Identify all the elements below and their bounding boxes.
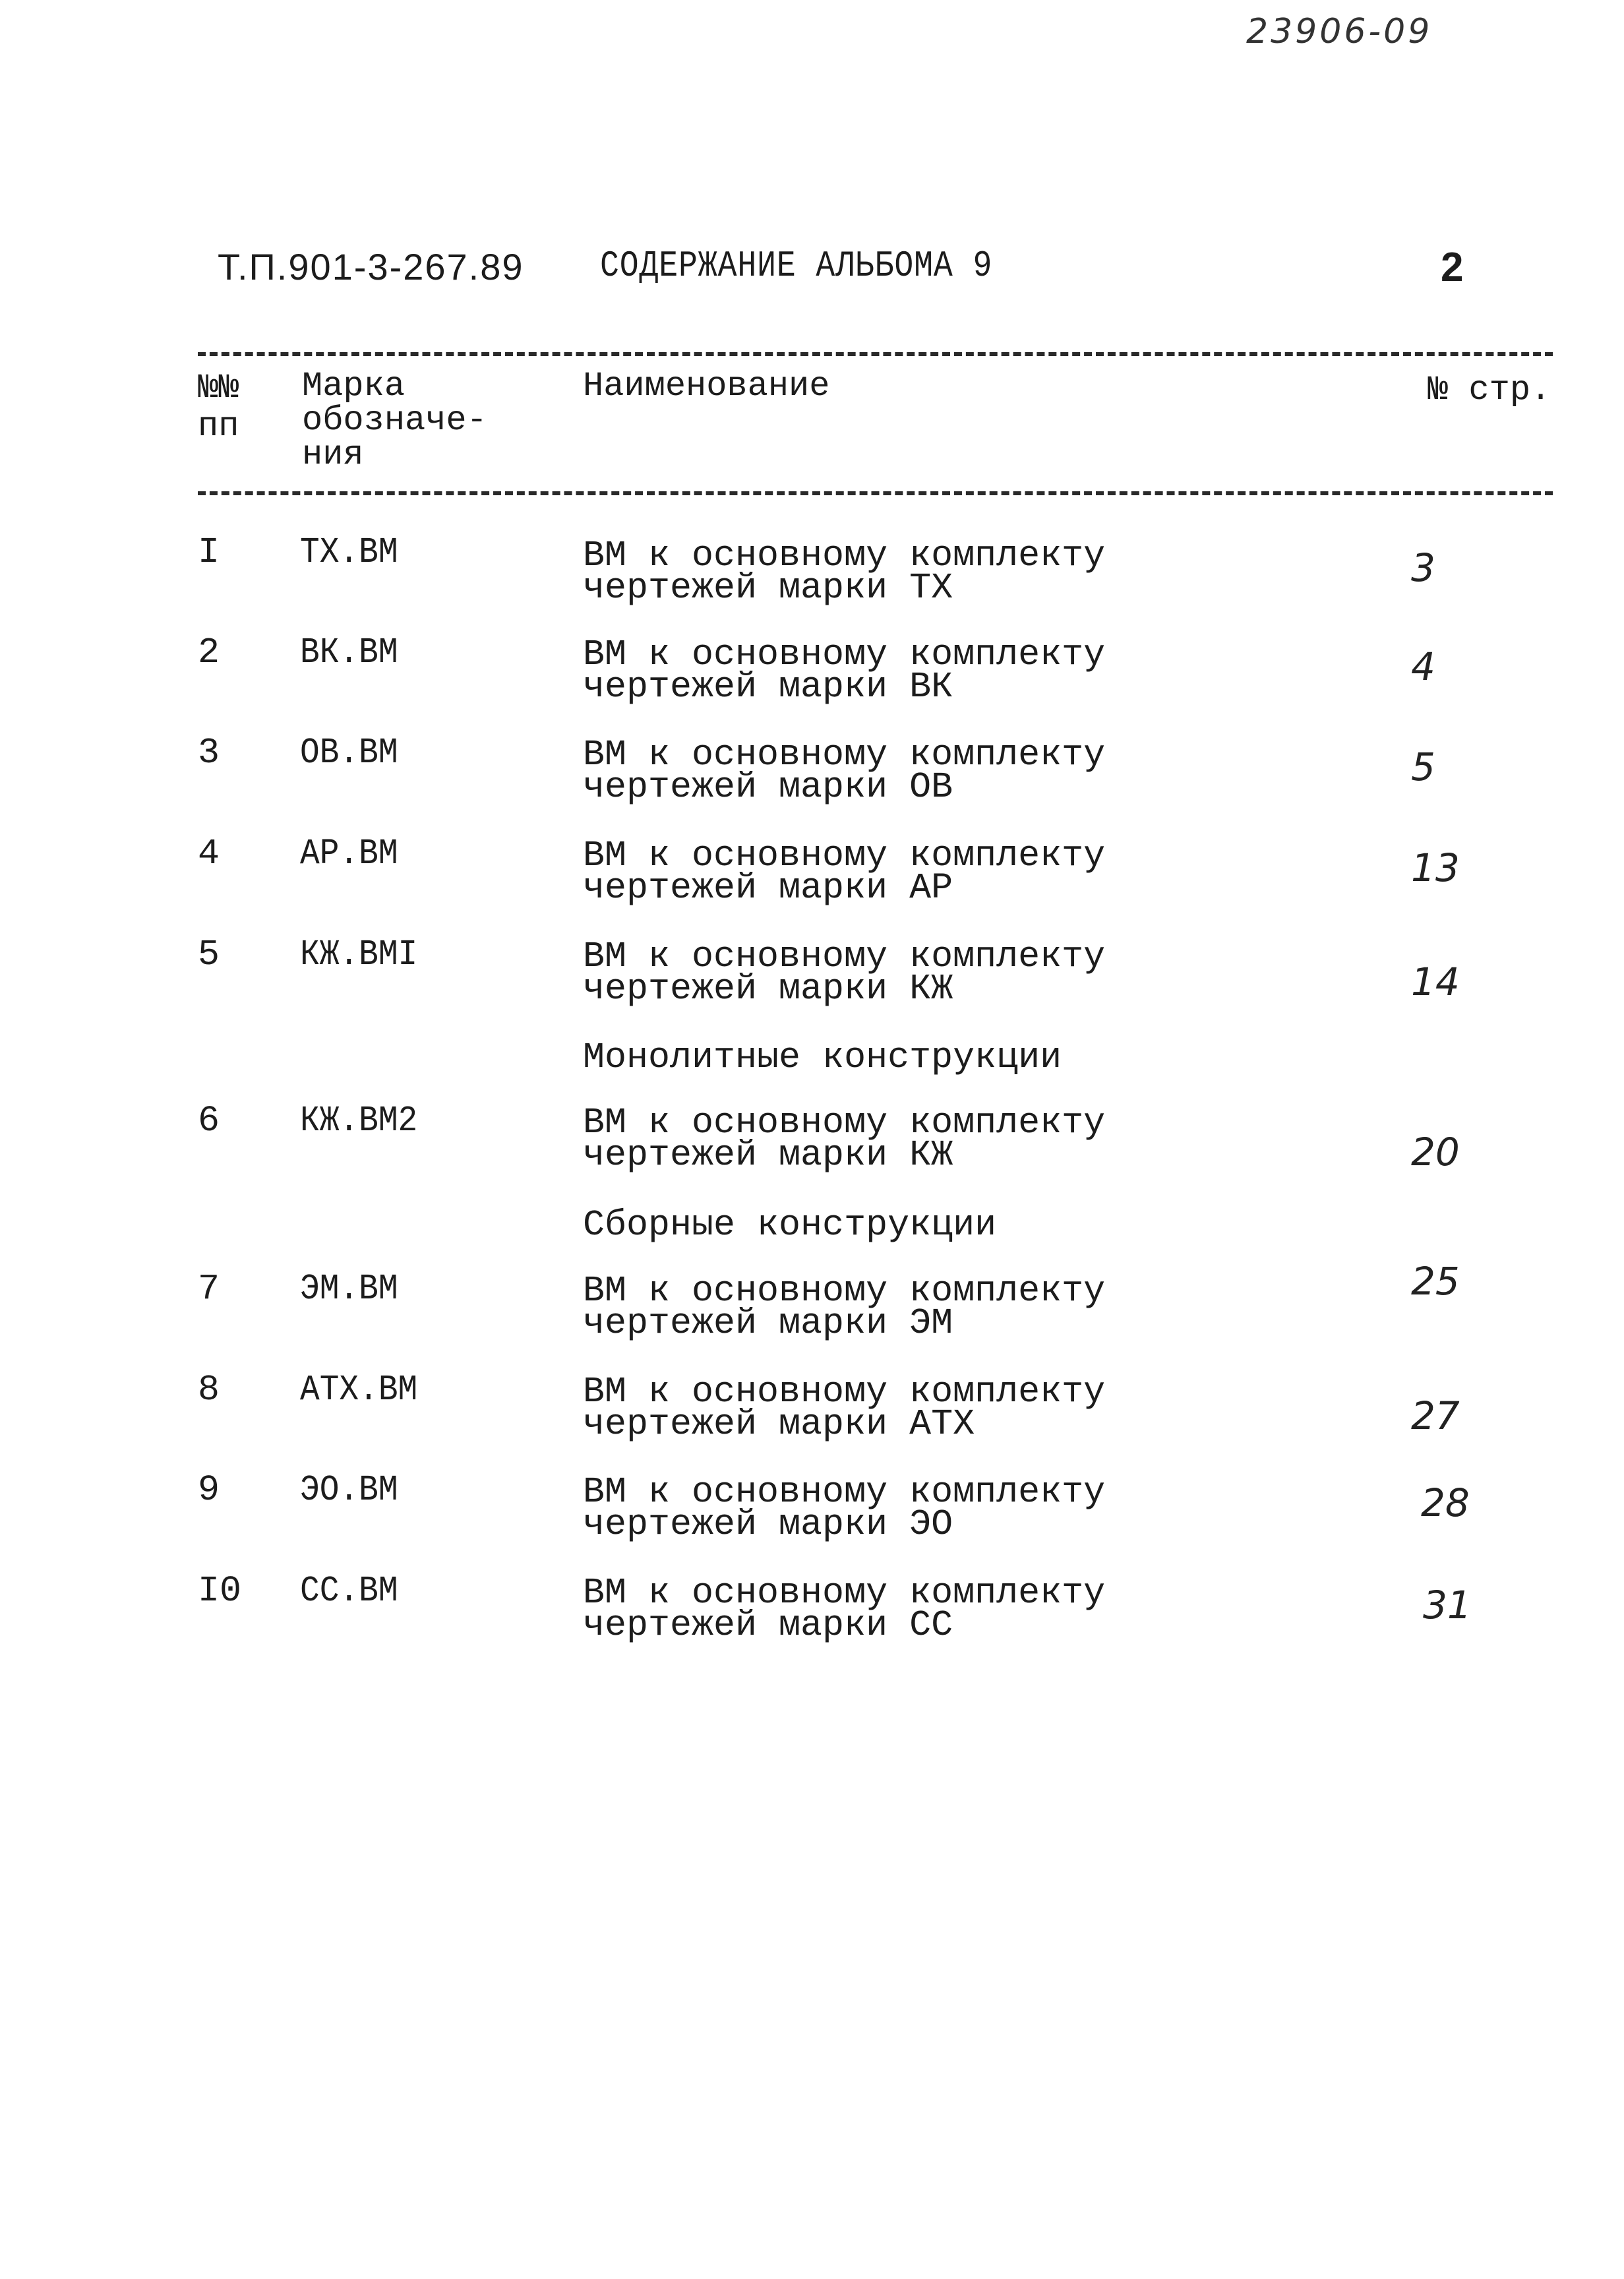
row-name	[583, 1371, 1176, 1445]
section-title-prefab: Сборные конструкции	[583, 1204, 997, 1246]
row-page: 14	[1411, 959, 1460, 1004]
row-name	[583, 835, 1176, 909]
row-mark: СС.ВМ	[300, 1570, 398, 1612]
row-name-line-1: ВМ к основному комплекту	[583, 835, 1106, 876]
row-name-line-1: ВМ к основному комплекту	[583, 936, 1106, 977]
column-header-page: № стр.	[1428, 371, 1551, 410]
row-page: 13	[1411, 845, 1460, 890]
column-header-mark-line-2: обозначе-	[302, 401, 487, 440]
row-mark: ТХ.ВМ	[300, 532, 398, 573]
row-name-line-2: чертежей марки ЭМ	[583, 1302, 953, 1344]
row-mark: ЭМ.ВМ	[300, 1268, 398, 1310]
row-name-line-1: ВМ к основному комплекту	[583, 535, 1106, 576]
row-mark: ОВ.ВМ	[300, 732, 398, 774]
row-name-line-2: чертежей марки АТХ	[583, 1403, 975, 1445]
row-page: 5	[1411, 744, 1435, 789]
row-page: 4	[1411, 644, 1435, 689]
column-header-name: Наименование	[583, 367, 830, 406]
row-number: 9	[198, 1469, 220, 1511]
row-page: 31	[1423, 1583, 1472, 1627]
row-number: 2	[198, 632, 220, 673]
row-name-line-2: чертежей марки АР	[583, 867, 953, 909]
row-name-line-2: чертежей марки ВК	[583, 666, 953, 708]
column-header-mark-line-3: ния	[302, 435, 364, 474]
row-mark: АТХ.ВМ	[300, 1369, 418, 1411]
row-name	[583, 1572, 1176, 1646]
row-number: 4	[198, 833, 220, 874]
row-name-line-2: чертежей марки ЭО	[583, 1504, 953, 1545]
row-mark: КЖ.ВМI	[300, 934, 418, 975]
row-number: 8	[198, 1369, 220, 1411]
row-mark: ЭО.ВМ	[300, 1469, 398, 1511]
row-name	[583, 936, 1176, 1010]
row-name	[583, 535, 1176, 609]
row-page: 3	[1411, 545, 1435, 590]
row-name	[583, 1471, 1176, 1545]
row-number: 3	[198, 732, 220, 774]
row-name-line-1: ВМ к основному комплекту	[583, 1270, 1106, 1312]
row-name-line-2: чертежей марки ОВ	[583, 766, 953, 808]
row-name	[583, 734, 1176, 808]
album-code: Т.П.901-3-267.89	[218, 246, 524, 288]
column-header-number-line-1: №№	[198, 369, 239, 408]
page-title: СОДЕРЖАНИЕ АЛЬБОМА 9	[600, 245, 993, 287]
row-number: 5	[198, 934, 220, 975]
row-number: I0	[198, 1570, 242, 1612]
row-page: 27	[1411, 1393, 1460, 1438]
row-page: 20	[1411, 1130, 1460, 1174]
row-name-line-2: чертежей марки КЖ	[583, 968, 953, 1010]
row-name-line-1: ВМ к основному комплекту	[583, 1572, 1106, 1614]
row-mark: АР.ВМ	[300, 833, 398, 874]
row-mark: КЖ.ВМ2	[300, 1100, 418, 1141]
archive-number: 23906-09	[1246, 12, 1433, 51]
row-number: 7	[198, 1268, 220, 1310]
row-name-line-1: ВМ к основному комплекту	[583, 1471, 1106, 1513]
page-number: 2	[1441, 245, 1464, 290]
row-name-line-2: чертежей марки СС	[583, 1604, 953, 1646]
row-name-line-1: ВМ к основному комплекту	[583, 1102, 1106, 1143]
row-name-line-1: ВМ к основному комплекту	[583, 634, 1106, 675]
row-number: I	[198, 532, 220, 573]
row-name-line-2: чертежей марки ТХ	[583, 567, 953, 609]
row-name	[583, 634, 1176, 708]
row-name-line-1: ВМ к основному комплекту	[583, 734, 1106, 775]
row-name	[583, 1102, 1176, 1176]
section-title-monolithic: Монолитные конструкции	[583, 1037, 1062, 1078]
row-name	[583, 1270, 1176, 1344]
row-mark: ВК.ВМ	[300, 632, 398, 673]
row-name-line-1: ВМ к основному комплекту	[583, 1371, 1106, 1413]
column-header-mark-line-1: Марка	[302, 367, 406, 406]
column-header-number-line-2: пп	[198, 407, 239, 446]
row-number: 6	[198, 1100, 220, 1141]
row-page: 28	[1421, 1480, 1470, 1525]
row-page: 25	[1411, 1259, 1460, 1304]
row-name-line-2: чертежей марки КЖ	[583, 1134, 953, 1176]
